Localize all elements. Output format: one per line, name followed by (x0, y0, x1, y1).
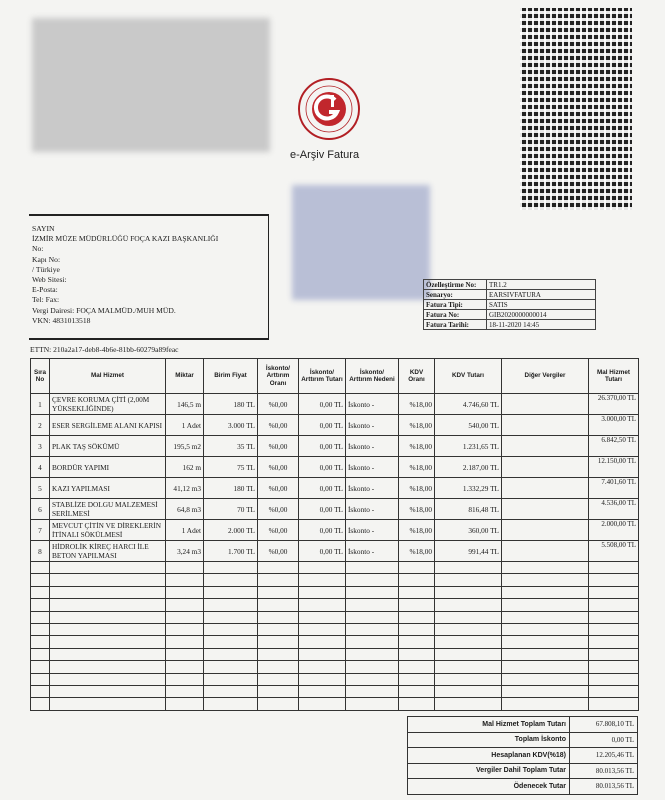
redacted-stamp (292, 185, 430, 300)
empty-cell (204, 599, 258, 611)
empty-cell (346, 574, 399, 586)
table-cell: %18,00 (399, 394, 435, 415)
table-cell: 162 m (166, 457, 204, 478)
gib-logo-icon (295, 75, 363, 143)
empty-cell (258, 599, 299, 611)
empty-row (31, 562, 639, 574)
empty-cell (31, 586, 50, 598)
empty-cell (50, 673, 166, 685)
table-cell: 2.187,00 TL (435, 457, 502, 478)
table-cell: 0,00 TL (299, 394, 346, 415)
table-cell: 64,8 m3 (166, 499, 204, 520)
table-cell: 7 (31, 520, 50, 541)
meta-value: GIB2020000000014 (487, 310, 596, 320)
table-cell: 41,12 m3 (166, 478, 204, 499)
empty-cell (166, 661, 204, 673)
empty-cell (258, 661, 299, 673)
empty-cell (399, 673, 435, 685)
empty-cell (31, 623, 50, 635)
buyer-line: İZMİR MÜZE MÜDÜRLÜĞÜ FOÇA KAZI BAŞKANLIĞI (32, 234, 219, 244)
column-header: Diğer Vergiler (502, 359, 589, 394)
invoice-meta-table (423, 279, 596, 330)
empty-cell (589, 599, 639, 611)
table-cell: %0,00 (258, 394, 299, 415)
column-header: Mal Hizmet Tutarı (589, 359, 639, 394)
table-cell: %0,00 (258, 415, 299, 436)
empty-row (31, 685, 639, 697)
empty-cell (166, 599, 204, 611)
table-cell (502, 394, 589, 415)
empty-cell (435, 574, 502, 586)
table-cell (502, 499, 589, 520)
meta-value: SATIS (487, 300, 596, 310)
table-cell: MEVCUT ÇİTİN VE DİREKLERİN İTİNALI SÖKÜLMESİ (50, 520, 166, 541)
table-cell: 360,00 TL (435, 520, 502, 541)
empty-cell (258, 685, 299, 697)
empty-cell (435, 685, 502, 697)
total-value: 12.205,46 TL (570, 748, 638, 764)
empty-cell (399, 599, 435, 611)
table-cell: 4.746,60 TL (435, 394, 502, 415)
empty-cell (31, 562, 50, 574)
empty-cell (299, 673, 346, 685)
empty-cell (346, 611, 399, 623)
table-cell: 180 TL (204, 394, 258, 415)
empty-cell (299, 586, 346, 598)
buyer-line: Tel: Fax: (32, 295, 60, 305)
empty-row (31, 661, 639, 673)
empty-cell (589, 685, 639, 697)
table-cell: 8 (31, 541, 50, 562)
empty-cell (299, 574, 346, 586)
empty-row (31, 698, 639, 710)
empty-cell (31, 574, 50, 586)
table-cell: 2.000,00 TL (589, 520, 639, 541)
table-cell: İskonto - (346, 394, 399, 415)
empty-cell (399, 698, 435, 710)
empty-cell (50, 599, 166, 611)
table-cell: 0,00 TL (299, 478, 346, 499)
empty-cell (258, 698, 299, 710)
empty-cell (502, 648, 589, 660)
empty-cell (204, 685, 258, 697)
table-cell: 26.370,00 TL (589, 394, 639, 415)
empty-cell (258, 574, 299, 586)
meta-label: Fatura Tipi: (424, 300, 487, 310)
empty-row (31, 623, 639, 635)
empty-row (31, 673, 639, 685)
table-cell: 6.842,50 TL (589, 436, 639, 457)
empty-cell (399, 685, 435, 697)
total-value: 80.013,56 TL (570, 763, 638, 779)
column-header: KDV Tutarı (435, 359, 502, 394)
empty-cell (166, 623, 204, 635)
buyer-line: SAYIN (32, 224, 55, 233)
table-cell: 12.150,00 TL (589, 457, 639, 478)
empty-cell (204, 661, 258, 673)
empty-cell (50, 661, 166, 673)
table-cell: 1.700 TL (204, 541, 258, 562)
empty-row (31, 586, 639, 598)
table-cell: STABLİZE DOLGU MALZEMESİ SERİLMESİ (50, 499, 166, 520)
table-cell: 1.231,65 TL (435, 436, 502, 457)
empty-cell (31, 685, 50, 697)
table-cell: 195,5 m2 (166, 436, 204, 457)
empty-cell (166, 636, 204, 648)
empty-cell (435, 586, 502, 598)
empty-cell (31, 611, 50, 623)
table-cell: 4.536,00 TL (589, 499, 639, 520)
buyer-line: Kapı No: (32, 254, 61, 264)
empty-cell (299, 685, 346, 697)
empty-cell (258, 586, 299, 598)
table-cell (502, 457, 589, 478)
empty-cell (346, 698, 399, 710)
table-cell: ÇEVRE KORUMA ÇİTİ (2,00M YÜKSEKLİĞİNDE) (50, 394, 166, 415)
empty-cell (166, 673, 204, 685)
table-cell: 991,44 TL (435, 541, 502, 562)
column-header: Miktar (166, 359, 204, 394)
empty-cell (399, 636, 435, 648)
empty-cell (346, 636, 399, 648)
table-cell: %0,00 (258, 436, 299, 457)
table-cell: 0,00 TL (299, 436, 346, 457)
empty-cell (346, 599, 399, 611)
empty-cell (166, 685, 204, 697)
empty-cell (166, 586, 204, 598)
column-header: İskonto/ Arttırım Nedeni (346, 359, 399, 394)
empty-cell (399, 661, 435, 673)
table-cell: 0,00 TL (299, 457, 346, 478)
table-row (31, 394, 639, 415)
table-row (31, 541, 639, 562)
table-cell: PLAK TAŞ SÖKÜMÜ (50, 436, 166, 457)
efatura-label: e-Arşiv Fatura (290, 149, 360, 161)
table-cell: ESER SERGİLEME ALANI KAPISI (50, 415, 166, 436)
table-cell: %18,00 (399, 436, 435, 457)
total-value: 80.013,56 TL (570, 779, 638, 795)
table-cell: BORDÜR YAPIMI (50, 457, 166, 478)
empty-cell (399, 574, 435, 586)
empty-cell (399, 562, 435, 574)
empty-cell (346, 586, 399, 598)
empty-cell (589, 673, 639, 685)
table-cell: %18,00 (399, 415, 435, 436)
empty-cell (435, 562, 502, 574)
empty-cell (166, 574, 204, 586)
empty-cell (50, 586, 166, 598)
qr-code (516, 4, 636, 214)
table-cell (502, 436, 589, 457)
empty-cell (166, 648, 204, 660)
empty-cell (435, 673, 502, 685)
empty-cell (589, 574, 639, 586)
empty-cell (204, 648, 258, 660)
items-table (30, 358, 639, 711)
empty-cell (50, 636, 166, 648)
table-cell (502, 415, 589, 436)
table-cell: %0,00 (258, 520, 299, 541)
total-label: Mal Hizmet Toplam Tutarı (408, 717, 570, 733)
column-header: Mal Hizmet (50, 359, 166, 394)
table-cell: %0,00 (258, 457, 299, 478)
empty-cell (502, 685, 589, 697)
table-cell: 2.000 TL (204, 520, 258, 541)
table-cell: 180 TL (204, 478, 258, 499)
empty-cell (435, 636, 502, 648)
total-label: Hesaplanan KDV(%18) (408, 748, 570, 764)
empty-cell (435, 661, 502, 673)
meta-label: Fatura No: (424, 310, 487, 320)
meta-value: 18-11-2020 14:45 (487, 320, 596, 330)
empty-cell (166, 611, 204, 623)
table-cell: 0,00 TL (299, 499, 346, 520)
empty-cell (589, 661, 639, 673)
ettn-code: ETTN: 210a2a17-deb8-4b6e-81bb-60279a89feac (30, 345, 179, 354)
empty-cell (502, 661, 589, 673)
empty-cell (346, 562, 399, 574)
empty-cell (435, 599, 502, 611)
buyer-line: Web Sitesi: (32, 275, 67, 285)
table-cell (502, 520, 589, 541)
table-row (31, 520, 639, 541)
empty-cell (502, 673, 589, 685)
empty-cell (502, 636, 589, 648)
empty-cell (299, 611, 346, 623)
table-cell: 0,00 TL (299, 541, 346, 562)
table-cell: 5 (31, 478, 50, 499)
empty-cell (435, 648, 502, 660)
table-cell: 1 Adet (166, 520, 204, 541)
table-cell: 6 (31, 499, 50, 520)
empty-cell (204, 636, 258, 648)
empty-cell (31, 698, 50, 710)
empty-cell (204, 586, 258, 598)
total-label: Toplam İskonto (408, 732, 570, 748)
meta-value: EARSIVFATURA (487, 290, 596, 300)
empty-cell (258, 636, 299, 648)
empty-cell (346, 685, 399, 697)
empty-cell (346, 673, 399, 685)
empty-cell (166, 562, 204, 574)
empty-cell (589, 562, 639, 574)
totals-table (407, 716, 638, 795)
empty-cell (502, 574, 589, 586)
empty-cell (502, 586, 589, 598)
table-cell: 35 TL (204, 436, 258, 457)
total-value: 0,00 TL (570, 732, 638, 748)
table-cell: 7.401,60 TL (589, 478, 639, 499)
empty-cell (399, 611, 435, 623)
empty-cell (399, 586, 435, 598)
empty-cell (299, 599, 346, 611)
empty-cell (435, 623, 502, 635)
table-cell: İskonto - (346, 541, 399, 562)
empty-cell (299, 698, 346, 710)
empty-cell (204, 562, 258, 574)
table-cell: 816,48 TL (435, 499, 502, 520)
table-cell: İskonto - (346, 499, 399, 520)
table-cell: 1 (31, 394, 50, 415)
total-label: Ödenecek Tutar (408, 779, 570, 795)
empty-cell (589, 586, 639, 598)
empty-cell (50, 648, 166, 660)
table-row (31, 478, 639, 499)
table-row (31, 457, 639, 478)
empty-cell (502, 599, 589, 611)
empty-cell (50, 623, 166, 635)
empty-cell (502, 562, 589, 574)
empty-row (31, 611, 639, 623)
total-label: Vergiler Dahil Toplam Tutar (408, 763, 570, 779)
table-cell: %18,00 (399, 499, 435, 520)
empty-cell (258, 611, 299, 623)
table-cell: 0,00 TL (299, 520, 346, 541)
table-cell: %18,00 (399, 457, 435, 478)
empty-cell (50, 574, 166, 586)
table-cell: İskonto - (346, 457, 399, 478)
empty-cell (50, 562, 166, 574)
total-value: 67.808,10 TL (570, 717, 638, 733)
buyer-line: E-Posta: (32, 285, 58, 295)
column-header: İskonto/ Arttırım Tutarı (299, 359, 346, 394)
table-cell: 3,24 m3 (166, 541, 204, 562)
empty-cell (31, 673, 50, 685)
empty-cell (435, 611, 502, 623)
empty-row (31, 648, 639, 660)
table-cell: 75 TL (204, 457, 258, 478)
empty-cell (346, 661, 399, 673)
empty-row (31, 599, 639, 611)
buyer-info (29, 214, 269, 340)
meta-label: Fatura Tarihi: (424, 320, 487, 330)
table-cell: 3.000 TL (204, 415, 258, 436)
empty-cell (502, 611, 589, 623)
buyer-line: No: (32, 244, 44, 254)
table-cell: İskonto - (346, 478, 399, 499)
empty-cell (204, 611, 258, 623)
empty-row (31, 636, 639, 648)
empty-cell (589, 623, 639, 635)
table-cell (502, 478, 589, 499)
table-cell: İskonto - (346, 520, 399, 541)
table-cell: 4 (31, 457, 50, 478)
column-header: KDV Oranı (399, 359, 435, 394)
buyer-line: VKN: 4831013518 (32, 315, 91, 325)
table-row (31, 436, 639, 457)
buyer-line: / Türkiye (32, 264, 60, 274)
table-cell: %18,00 (399, 478, 435, 499)
table-cell: %18,00 (399, 541, 435, 562)
table-cell: %0,00 (258, 541, 299, 562)
empty-cell (258, 623, 299, 635)
table-header-row (31, 359, 639, 394)
buyer-line: Vergi Dairesi: FOÇA MALMÜD./MUH MÜD. (32, 305, 176, 315)
table-cell: 1.332,29 TL (435, 478, 502, 499)
empty-cell (399, 623, 435, 635)
table-cell: 146,5 m (166, 394, 204, 415)
empty-cell (299, 623, 346, 635)
empty-cell (204, 623, 258, 635)
empty-cell (258, 648, 299, 660)
empty-cell (50, 611, 166, 623)
table-cell: 0,00 TL (299, 415, 346, 436)
empty-cell (31, 636, 50, 648)
empty-cell (258, 673, 299, 685)
empty-cell (50, 698, 166, 710)
table-cell: 2 (31, 415, 50, 436)
table-cell: 5.508,00 TL (589, 541, 639, 562)
empty-cell (399, 648, 435, 660)
redacted-seller-info (32, 18, 270, 152)
empty-cell (204, 698, 258, 710)
table-cell: %18,00 (399, 520, 435, 541)
empty-cell (346, 623, 399, 635)
meta-label: Senaryo: (424, 290, 487, 300)
table-cell: %0,00 (258, 478, 299, 499)
column-header: Sıra No (31, 359, 50, 394)
table-cell: İskonto - (346, 436, 399, 457)
empty-cell (50, 685, 166, 697)
table-row (31, 499, 639, 520)
table-cell: 70 TL (204, 499, 258, 520)
empty-cell (502, 623, 589, 635)
empty-cell (31, 661, 50, 673)
table-cell: KAZI YAPILMASI (50, 478, 166, 499)
empty-cell (299, 648, 346, 660)
table-cell: 3 (31, 436, 50, 457)
empty-cell (589, 611, 639, 623)
table-cell: İskonto - (346, 415, 399, 436)
empty-cell (204, 673, 258, 685)
empty-cell (435, 698, 502, 710)
table-cell: 3.000,00 TL (589, 415, 639, 436)
empty-cell (31, 599, 50, 611)
empty-cell (166, 698, 204, 710)
empty-cell (31, 648, 50, 660)
table-cell: 1 Adet (166, 415, 204, 436)
table-cell: %0,00 (258, 499, 299, 520)
empty-cell (204, 574, 258, 586)
empty-cell (299, 661, 346, 673)
column-header: İskonto/ Arttırım Oranı (258, 359, 299, 394)
empty-cell (589, 636, 639, 648)
empty-cell (299, 636, 346, 648)
empty-cell (258, 562, 299, 574)
empty-cell (589, 648, 639, 660)
empty-cell (589, 698, 639, 710)
empty-row (31, 574, 639, 586)
table-cell (502, 541, 589, 562)
meta-label: Özelleştirme No: (424, 280, 487, 290)
table-cell: HİDROLİK KİREÇ HARCI İLE BETON YAPILMASI (50, 541, 166, 562)
table-row (31, 415, 639, 436)
empty-cell (502, 698, 589, 710)
meta-value: TR1.2 (487, 280, 596, 290)
column-header: Birim Fiyat (204, 359, 258, 394)
empty-cell (299, 562, 346, 574)
table-cell: 540,00 TL (435, 415, 502, 436)
empty-cell (346, 648, 399, 660)
